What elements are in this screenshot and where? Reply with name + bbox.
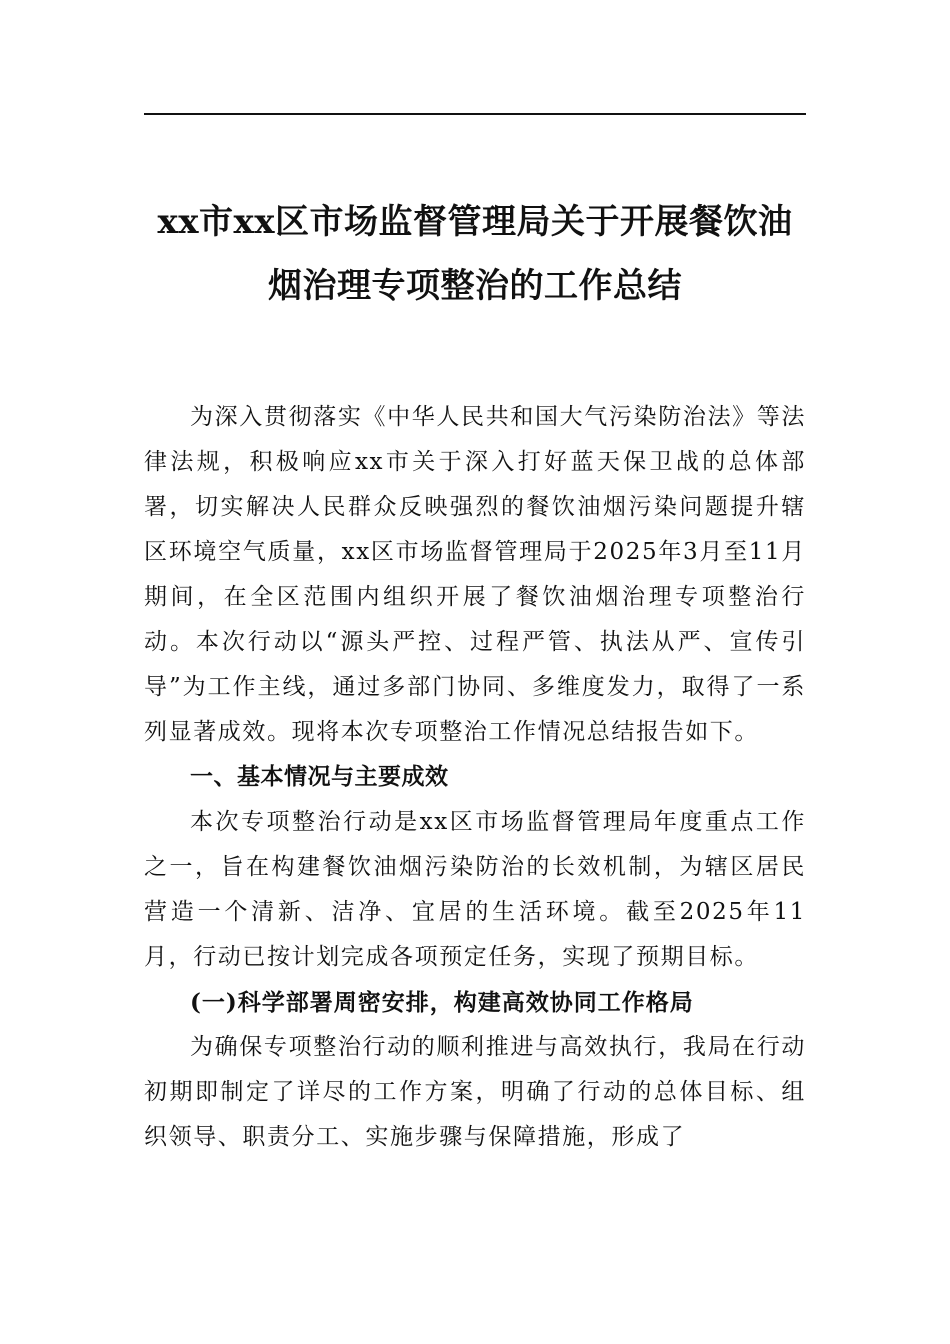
subsection-paragraph: 为确保专项整治行动的顺利推进与高效执行，我局在行动初期即制定了详尽的工作方案，明确了行动的总体目标、组织领导、职责分工、实施步骤与保障措施，形成了 [144,1034,806,1150]
document-title [144,190,806,318]
title-line-1: xx市xx区市场监督管理局关于开展餐饮油 [157,202,793,242]
intro-paragraph: 为深入贯彻落实《中华人民共和国大气污染防治法》等法律法规，积极响应xx市关于深入打好蓝天保卫战的总体部署，切实解决人民群众反映强烈的餐饮油烟污染问题提升辖区环境空气质量，xx区市场监督管理局于2025年3月至11月期间，在全区范围内组织开展了餐饮油烟治理专项整治行动。本次行动以“源头严控、过程严管、执法从严、宣传引导”为工作主线，通过多部门协同、多维度发力，取得了一系列显著成效。现将本次专项整治工作情况总结报告如下。 [144,404,806,745]
section-paragraph: 本次专项整治行动是xx区市场监督管理局年度重点工作之一，旨在构建餐饮油烟污染防治的长效机制，为辖区居民营造一个清新、洁净、宜居的生活环境。截至2025年11月，行动已按计划完成各项预定任务，实现了预期目标。 [144,809,806,970]
section-heading: 一、基本情况与主要成效 [190,764,449,790]
header-rule [144,113,806,115]
document-body [144,395,806,1160]
subsection-heading: (一)科学部署周密安排，构建高效协同工作格局 [190,989,694,1016]
title-line-2: 烟治理专项整治的工作总结 [268,266,682,306]
